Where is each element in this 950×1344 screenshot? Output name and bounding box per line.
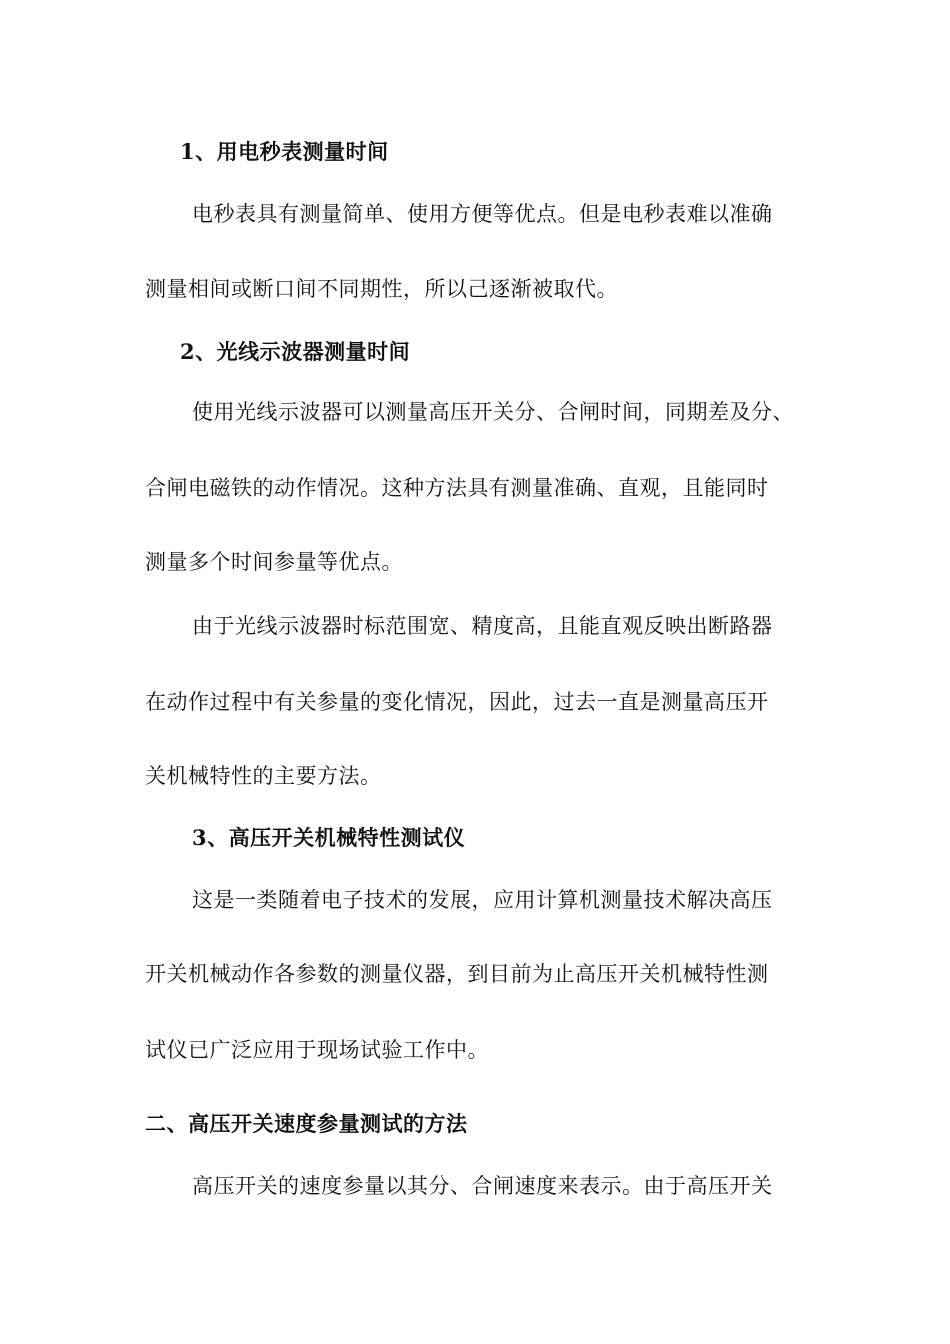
paragraph-line: 关机械特性的主要方法。 (145, 764, 382, 788)
heading-electric-stopwatch: 1、用电秒表测量时间 (180, 139, 389, 164)
paragraph-line: 在动作过程中有关参量的变化情况，因此，过去一直是测量高压开 (145, 690, 769, 714)
heading-optical-oscilloscope: 2、光线示波器测量时间 (180, 339, 411, 364)
paragraph-line: 这是一类随着电子技术的发展，应用计算机测量技术解决高压 (192, 888, 773, 912)
heading-mechanical-tester: 3、高压开关机械特性测试仪 (192, 825, 466, 850)
heading-speed-parameters: 二、高压开关速度参量测试的方法 (145, 1111, 468, 1136)
paragraph-line: 试仪已广泛应用于现场试验工作中。 (145, 1038, 489, 1062)
paragraph-line: 测量相间或断口间不同期性，所以己逐渐被取代。 (145, 277, 618, 301)
paragraph-line: 开关机械动作各参数的测量仪器，到目前为止高压开关机械特性测 (145, 962, 769, 986)
paragraph-line: 使用光线示波器可以测量高压开关分、合闸时间，同期差及分、 (192, 400, 794, 424)
paragraph-line: 高压开关的速度参量以其分、合闸速度来表示。由于高压开关 (192, 1174, 773, 1198)
paragraph-line: 测量多个时间参量等优点。 (145, 550, 403, 574)
paragraph-line: 电秒表具有测量简单、使用方便等优点。但是电秒表难以准确 (192, 202, 773, 226)
paragraph-line: 合闸电磁铁的动作情况。这种方法具有测量准确、直观，且能同时 (145, 476, 769, 500)
paragraph-line: 由于光线示波器时标范围宽、精度高，且能直观反映出断路器 (192, 614, 773, 638)
